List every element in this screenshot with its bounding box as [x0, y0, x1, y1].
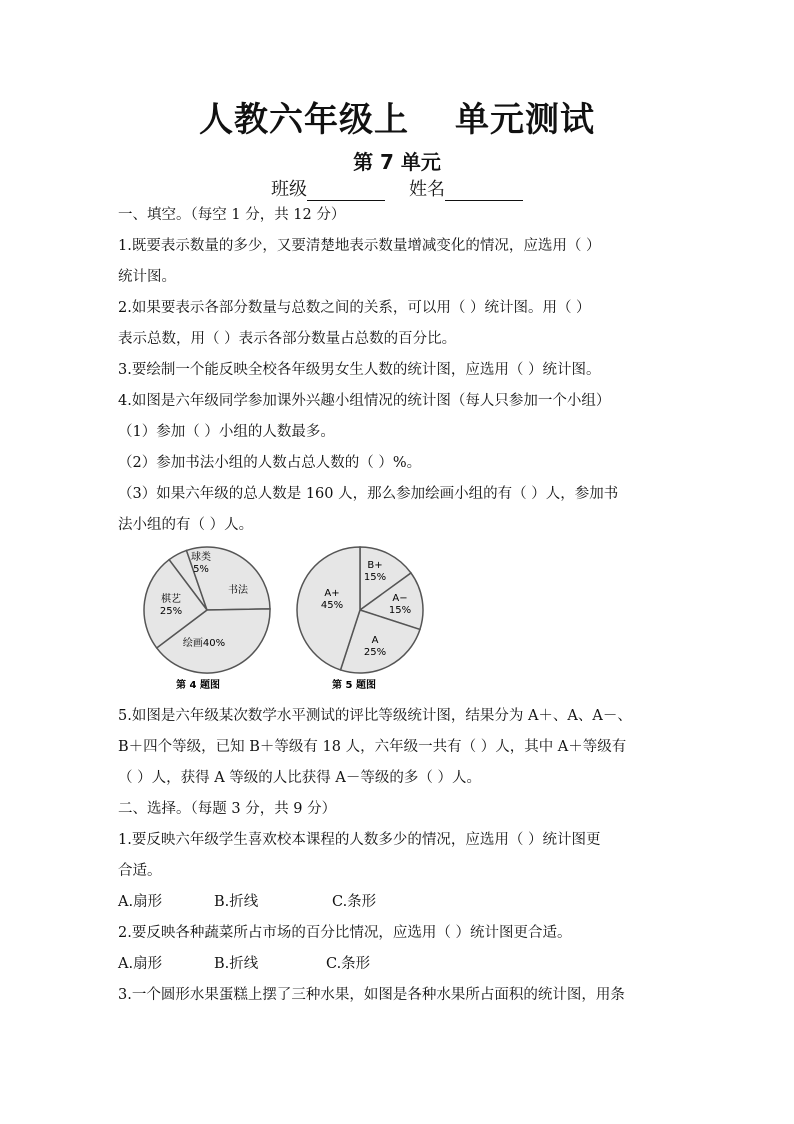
slice-value-label: 25% — [159, 606, 183, 617]
option-a[interactable]: A.扇形 — [118, 956, 163, 972]
slice-value-label: 45% — [320, 600, 344, 611]
question-2-line1: 2.如果要表示各部分数量与总数之间的关系，可以用（ ）统计图。用（ ） — [118, 300, 591, 316]
figure-caption: 第 5 题图 — [332, 680, 376, 691]
slice-value-label: 25% — [363, 647, 387, 658]
class-label: 班级 — [271, 179, 307, 200]
class-blank[interactable] — [307, 182, 385, 201]
slice-label: 棋艺 — [161, 594, 181, 605]
question-1-line2: 统计图。 — [118, 269, 176, 285]
pie-charts-figure — [138, 540, 438, 692]
pie-chart-q5 — [297, 547, 423, 691]
question-4: 4.如图是六年级同学参加课外兴趣小组情况的统计图（每人只参加一个小组） — [118, 393, 611, 409]
page-title — [0, 92, 794, 141]
figure-caption: 第 4 题图 — [176, 680, 220, 691]
slice-label: 书法 — [228, 585, 248, 596]
slice-label: 球类 — [191, 552, 211, 563]
choice-question-2-options — [118, 952, 370, 973]
question-5-line3: （ ）人，获得 A 等级的人比获得 A－等级的多（ ）人。 — [118, 770, 481, 786]
unit-label: 第 7 单元 — [353, 150, 441, 174]
slice-label: A — [371, 635, 379, 646]
choice-question-1-line1: 1.要反映六年级学生喜欢校本课程的人数多少的情况，应选用（ ）统计图更 — [118, 832, 601, 848]
name-blank[interactable] — [445, 182, 523, 201]
slice-value-label: 15% — [363, 572, 387, 583]
question-4-part2: （2）参加书法小组的人数占总人数的（ ）%。 — [118, 455, 422, 471]
choice-question-1-line2: 合适。 — [118, 863, 162, 879]
name-label: 姓名 — [409, 179, 445, 200]
pie-chart-q4 — [144, 547, 270, 691]
slice-label: B+ — [367, 560, 383, 571]
slice-label: A+ — [324, 588, 340, 599]
slice-value-label: 5% — [193, 564, 209, 575]
choice-question-2: 2.要反映各种蔬菜所占市场的百分比情况，应选用（ ）统计图更合适。 — [118, 925, 572, 941]
question-4-part3-line2: 法小组的有（ ）人。 — [118, 517, 254, 533]
question-5-line2: B＋四个等级，已知 B＋等级有 18 人，六年级一共有（ ）人，其中 A＋等级有 — [118, 739, 627, 755]
choice-question-3-line1: 3.一个圆形水果蛋糕上摆了三种水果，如图是各种水果所占面积的统计图，用条 — [118, 987, 625, 1003]
title-left: 人教六年级上 — [199, 100, 409, 140]
slice-label: 绘画40% — [182, 638, 226, 649]
student-info-row — [0, 175, 794, 201]
option-b[interactable]: B.折线 — [214, 894, 259, 910]
option-b[interactable]: B.折线 — [214, 956, 259, 972]
option-c[interactable]: C.条形 — [326, 956, 371, 972]
title-right: 单元测试 — [455, 100, 595, 140]
option-a[interactable]: A.扇形 — [118, 894, 163, 910]
choice-question-1-options — [118, 890, 376, 911]
section2-heading: 二、选择。（每题 3 分，共 9 分） — [118, 801, 337, 817]
question-5-line1: 5.如图是六年级某次数学水平测试的评比等级统计图，结果分为 A＋、A、A－、 — [118, 708, 632, 724]
slice-label: A− — [392, 593, 408, 604]
slice-value-label: 15% — [388, 605, 412, 616]
question-4-part3-line1: （3）如果六年级的总人数是 160 人，那么参加绘画小组的有（ ）人，参加书 — [118, 486, 619, 502]
section1-heading: 一、填空。（每空 1 分，共 12 分） — [118, 207, 346, 223]
question-3: 3.要绘制一个能反映全校各年级男女生人数的统计图，应选用（ ）统计图。 — [118, 362, 601, 378]
question-1-line1: 1.既要表示数量的多少，又要清楚地表示数量增减变化的情况，应选用（ ） — [118, 238, 601, 254]
option-c[interactable]: C.条形 — [332, 894, 377, 910]
question-4-part1: （1）参加（ ）小组的人数最多。 — [118, 424, 335, 440]
question-2-line2: 表示总数，用（ ）表示各部分数量占总数的百分比。 — [118, 331, 457, 347]
